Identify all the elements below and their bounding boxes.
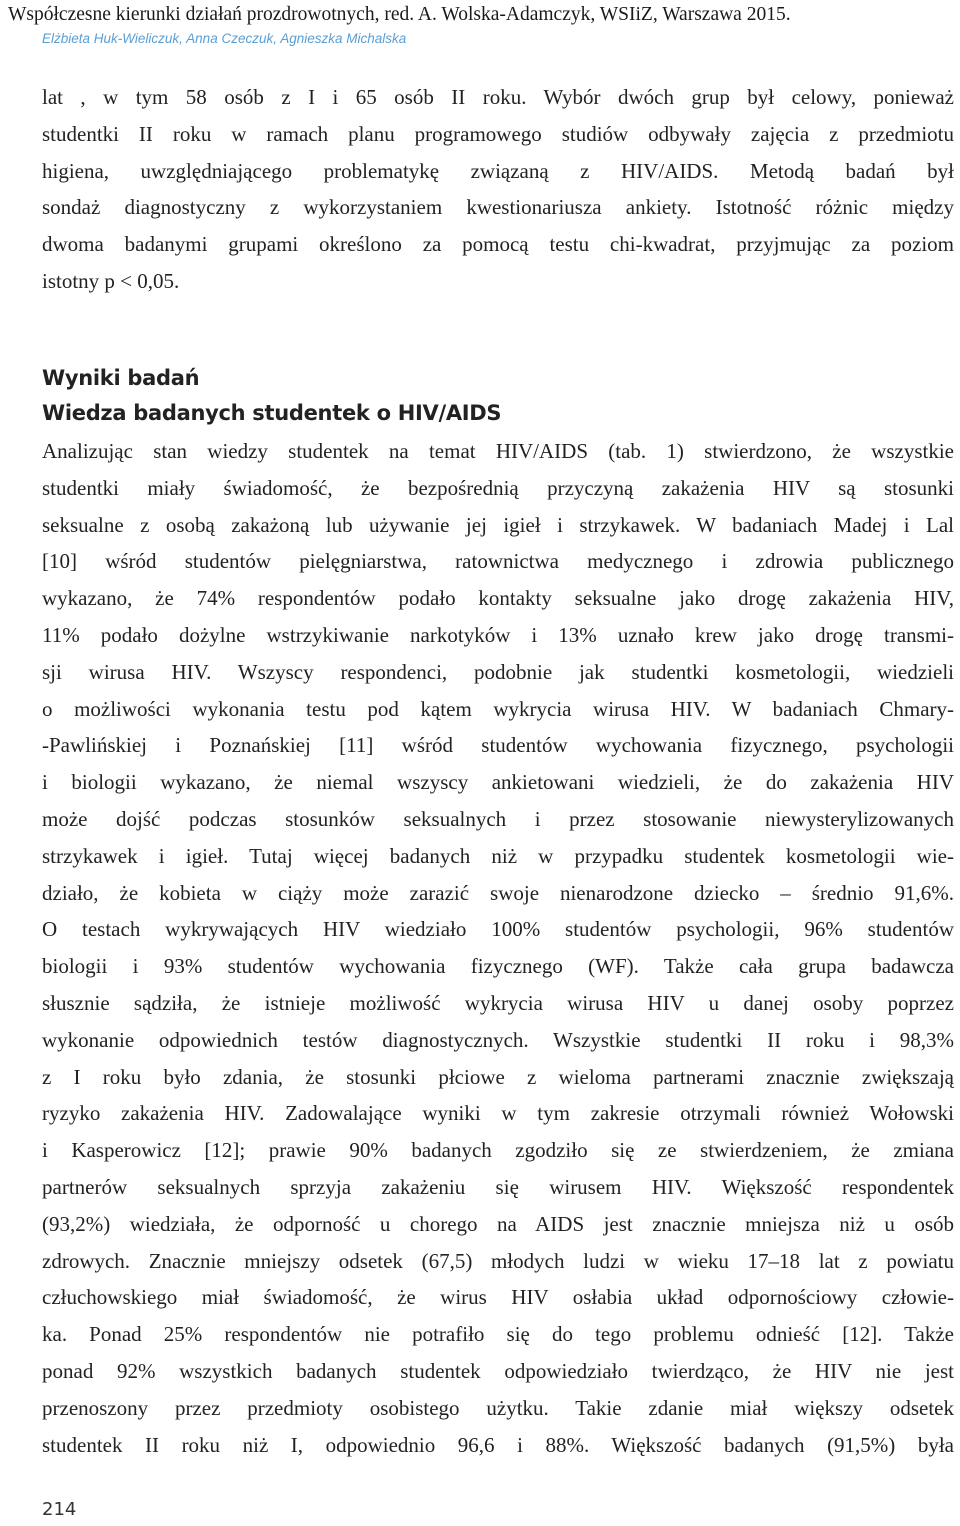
text-line: (93,2%) wiedziała, że odporność u chorego na AIDS jest znacznie mniejsza niż u osób [42, 1211, 954, 1236]
text-line: seksualne z osobą zakażoną lub używanie jej igieł i strzykawek. W badaniach Madej i Lal [42, 512, 954, 537]
text-line: partnerów seksualnych sprzyja zakażeniu się wirusem HIV. Większość respondentek [42, 1174, 954, 1199]
text-line: i Kasperowicz [12]; prawie 90% badanych zgodziło się ze stwierdzeniem, że zmiana [42, 1138, 954, 1163]
text-line: i biologii wykazano, że niemal wszyscy ankietowani wiedzieli, że do zakażenia HIV [42, 770, 954, 795]
text-line: studentki II roku w ramach planu programowego studiów odbywały zajęcia z przedmiotu [42, 121, 954, 146]
text-line: wykazano, że 74% respondentów podało kontakty seksualne jako drogę zakażenia HIV, [42, 586, 954, 611]
text-line: Analizując stan wiedzy studentek na temat HIV/AIDS (tab. 1) stwierdzono, że wszystkie [42, 439, 954, 463]
text-line: lat , w tym 58 osób z I i 65 osób II roku. Wybór dwóch grup był celowy, ponieważ [42, 85, 954, 109]
text-line: istotny p < 0,05. [42, 268, 180, 293]
text-line: strzykawek i igieł. Tutaj więcej badanych niż w przypadku studentek kosmetologii wie- [42, 843, 954, 868]
text-line: higiena, uwzględniającego problematykę związaną z HIV/AIDS. Metodą badań był [42, 158, 954, 183]
text-line: 11% podało dożylne wstrzykiwanie narkotyków i 13% uznało krew jako drogę transmi- [42, 622, 954, 647]
subsection-heading: Wiedza badanych studentek o HIV/AIDS [42, 401, 502, 425]
text-line: dwoma badanymi grupami określono za pomocą testu chi-kwadrat, przyjmując za poziom [42, 232, 954, 257]
intro-paragraph [42, 79, 954, 300]
text-line: wykonanie odpowiednich testów diagnostycznych. Wszystkie studentki II roku i 98,3% [42, 1027, 954, 1052]
text-line: może dojść podczas stosunków seksualnych i przez stosowanie niewysterylizowanych [42, 806, 954, 831]
text-line: działo, że kobieta w ciąży może zarazić swoje nienarodzone dziecko – średnio 91,6%. [42, 880, 954, 905]
text-line: ponad 92% wszystkich badanych studentek odpowiedziało twierdząco, że HIV nie jest [42, 1358, 954, 1383]
text-line: sondaż diagnostyczny z wykorzystaniem kwestionariusza ankiety. Istotność różnic między [42, 195, 954, 220]
text-line: -Pawlińskiej i Poznańskiej [11] wśród studentów wychowania fizycznego, psychologii [42, 733, 954, 758]
text-line: [10] wśród studentów pielęgniarstwa, ratownictwa medycznego i zdrowia publicznego [42, 549, 954, 574]
running-header [8, 2, 948, 50]
authors-line: Elżbieta Huk-Wieliczuk, Anna Czeczuk, Agnieszka Michalska [42, 31, 407, 46]
text-line: sji wirusa HIV. Wszyscy respondenci, podobnie jak studentki kosmetologii, wiedzieli [42, 659, 954, 684]
text-line: o możliwości wykonania testu pod kątem wykrycia wirusa HIV. W badaniach Chmary- [42, 696, 954, 721]
text-line: człuchowskiego miał świadomość, że wirus HIV osłabia układ odpornościowy człowie- [42, 1285, 954, 1310]
text-line: z I roku było zdania, że stosunki płciowe z wieloma partnerami znacznie zwiększają [42, 1064, 954, 1089]
text-line: zdrowych. Znacznie mniejszy odsetek (67,5) młodych ludzi w wieku 17–18 lat z powiatu [42, 1248, 954, 1273]
results-paragraph [42, 433, 954, 1463]
publication-citation: Współczesne kierunki działań prozdrowotnych, red. A. Wolska-Adamczyk, WSIiZ, Warszawa 2015. [8, 4, 791, 25]
text-line: przenoszony przez przedmioty osobistego użytku. Takie zdanie miał większy odsetek [42, 1395, 954, 1420]
section-heading: Wyniki badań [42, 366, 200, 390]
text-line: ka. Ponad 25% respondentów nie potrafiło się do tego problemu odnieść [12]. Także [42, 1322, 954, 1347]
text-line: studentki miały świadomość, że bezpośrednią przyczyną zakażenia HIV są stosunki [42, 475, 954, 500]
text-line: słusznie sądziła, że istnieje możliwość wykrycia wirusa HIV u danej osoby poprzez [42, 990, 954, 1015]
text-line: ryzyko zakażenia HIV. Zadowalające wyniki w tym zakresie otrzymali również Wołowski [42, 1101, 954, 1126]
text-line: studentek II roku niż I, odpowiednio 96,6 i 88%. Większość badanych (91,5%) była [42, 1432, 954, 1457]
page-number: 214 [42, 1499, 77, 1520]
text-line: O testach wykrywających HIV wiedziało 100% studentów psychologii, 96% studentów [42, 917, 954, 942]
text-line: biologii i 93% studentów wychowania fizycznego (WF). Także cała grupa badawcza [42, 954, 954, 979]
